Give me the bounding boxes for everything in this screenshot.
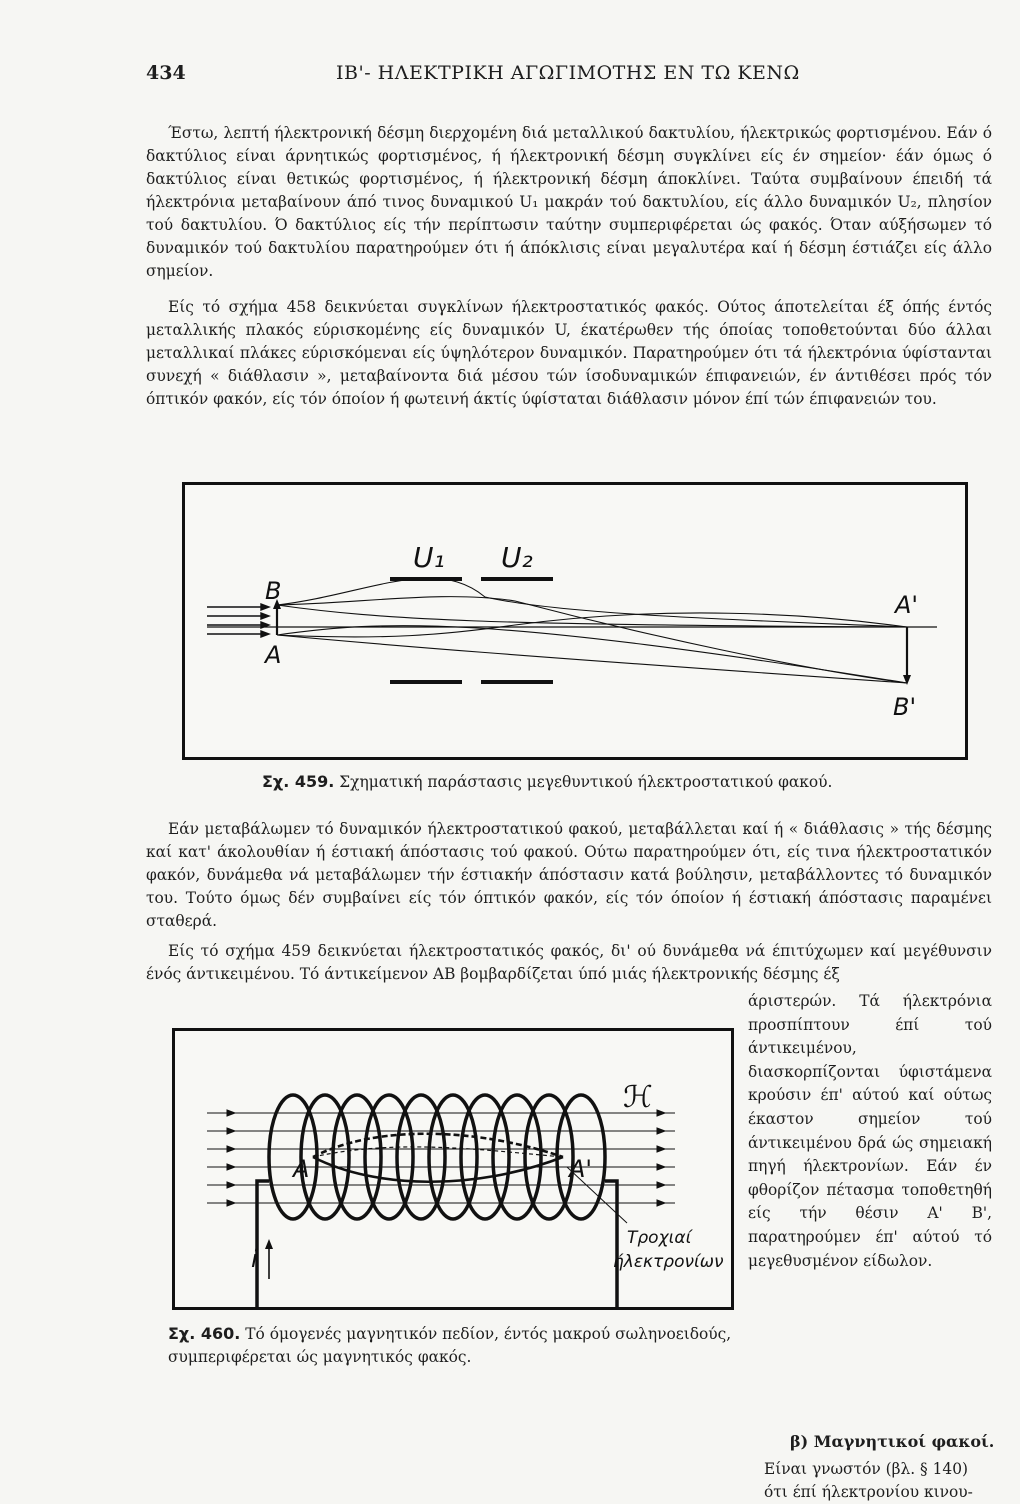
label-a: A (265, 641, 282, 669)
figure-459-diagram (185, 485, 965, 757)
figure-459-caption-label: Σχ. 459. (262, 772, 335, 791)
figure-460-caption (168, 1322, 740, 1369)
figure-460-diagram (175, 1031, 731, 1307)
label-trajectories-line2: ήλεκτρονίων (613, 1252, 724, 1272)
paragraph-1: Έστω, λεπτή ήλεκτρονική δέσμη διερχομένη διά μεταλλικού δακτυλίου, ήλεκτρικώς φορτισμένου. Εάν ό δακτύλιος είναι άρνητικώς φορτισμένος, ή ήλεκτρονική δέσμη συγκλίνει είς έν σημείον· έάν όμως ό δακτύλιος είναι θετικώς φορτισμένος, ή ήλεκτρονική δέσμη άποκλίνει. Ταύτα συμβαίνουν έπειδή τά ήλεκτρόνια μεταβαίνουν άπό τινος δυναμικού U₁ μακράν τού δακτυλίου, είς άλλο δυναμικόν U₂, πλησίον τού δακτυλίου. Ό δακτύλιος είς τήν περίπτωσιν ταύτην συμπεριφέρεται ώς φακός. Όταν αύξήσωμεν τό δυναμικόν τού δακτυλίου παρατηρούμεν ότι ή άπόκλισις είναι μεγαλυτέρα καί ή δέσμη έστιάζει είς άλλο σημείον. (146, 124, 992, 280)
side-column-text: άριστερών. Τά ήλεκτρόνια προσπίπτουν έπί τού άντικειμένου, διασκορπίζονται ύφιστάμενα κρούσιν έπ' αύτού καί ούτως έκαστον σημείον τού άντικειμένου δρά ώς σημειακή πηγή ήλεκτρονίων. Εάν έν φθορίζον πέτασμα τοποθετηθή είς τήν θέσιν Α' Β', παρατηρούμεν έπ' αύτού τό μεγεθυσμένον είδωλον. (748, 992, 992, 1270)
figure-459-caption-text: Σχηματική παράστασις μεγεθυντικού ήλεκτροστατικού φακού. (339, 773, 833, 791)
label-a-prime: A' (569, 1155, 593, 1183)
label-h: ℋ (623, 1080, 653, 1115)
page-header (146, 62, 986, 92)
label-i: i (251, 1245, 258, 1273)
label-u1: U₁ (413, 541, 445, 574)
figure-460-caption-text: Τό όμογενές μαγνητικόν πεδίον, έντός μακρού σωληνοειδούς, συμπεριφέρεται ώς μαγνητικός φακός. (168, 1325, 732, 1366)
section-heading-magnetic-lenses: β) Μαγνητικοί φακοί. (790, 1432, 995, 1451)
paragraph-3: Εάν μεταβάλωμεν τό δυναμικόν ήλεκτροστατικού φακού, μεταβάλλεται καί ή « διάθλασις » τής δέσμης καί κατ' άκολουθίαν ή έστιακή άπόστασις τού φακού. Ούτω παρατηρούμεν ότι, είς τινα ήλεκτροστατικόν φακόν, δυνάμεθα νά μεταβάλωμεν τήν έστιακήν άπόστασιν κατά βούλησιν, μεταβάλλοντες τό δυναμικόν του. Τούτο όμως δέν συμβαίνει είς τόν όπτικόν φακόν, είς τόν όποίον ή έστιακή άπόστασις παραμένει σταθερά. (146, 820, 992, 930)
label-b-prime: B' (893, 693, 917, 721)
running-title: ΙΒ'- ΗΛΕΚΤΡΙΚΗ ΑΓΩΓΙΜΟΤΗΣ ΕΝ ΤΩ ΚΕΝΩ (336, 62, 800, 84)
incoming-beam-arrows (207, 604, 269, 637)
paragraph-4: Είς τό σχήμα 459 δεικνύεται ήλεκτροστατικός φακός, δι' ού δυνάμεθα νά έπιτύχωμεν καί μεγέθυνσιν ένός άντικειμένου. Τό άντικείμενον ΑΒ βομβαρδίζεται ύπό μιάς ήλεκτρονικής δέσμης έξ (146, 942, 992, 983)
figure-459 (182, 482, 968, 760)
label-a-prime: A' (895, 591, 919, 619)
page-number: 434 (146, 62, 186, 84)
side-column-tail: Είναι γνωστόν (βλ. § 140) ότι έπί ήλεκτρονίου κινου- (764, 1460, 973, 1501)
paragraph-2: Είς τό σχήμα 458 δεικνύεται συγκλίνων ήλεκτροστατικός φακός. Ούτος άποτελείται έξ όπής έντός μεταλλικής πλακός εύρισκομένης είς δυναμικόν U, έκατέρωθεν τής όποίας τοποθετούνται δύο άλλαι μεταλλικαί πλάκες εύρισκόμεναι είς ύψηλότερον δυναμικόν. Παρατηρούμεν ότι τά ήλεκτρόνια ύφίστανται συνεχή « διάθλασιν », μεταβαίνοντα διά μέσου τών ίσοδυναμικών έπιφανειών, έν άντιθέσει πρός τόν όπτικόν φακόν, είς τόν όποίον ή φωτεινή άκτίς ύφίσταται διάθλασιν μόνον έπί τών έπιφανειών του. (146, 298, 992, 408)
figure-460-caption-label: Σχ. 460. (168, 1324, 241, 1343)
solenoid-coils (269, 1095, 605, 1219)
label-trajectories-line1: Τροχιαί (627, 1228, 692, 1248)
figure-460 (172, 1028, 734, 1310)
lead-wire-right (605, 1181, 617, 1307)
label-b: B (265, 577, 282, 605)
electron-rays (277, 578, 907, 683)
figure-459-caption (262, 770, 832, 794)
label-a: A (293, 1155, 310, 1183)
label-u2: U₂ (501, 541, 533, 574)
